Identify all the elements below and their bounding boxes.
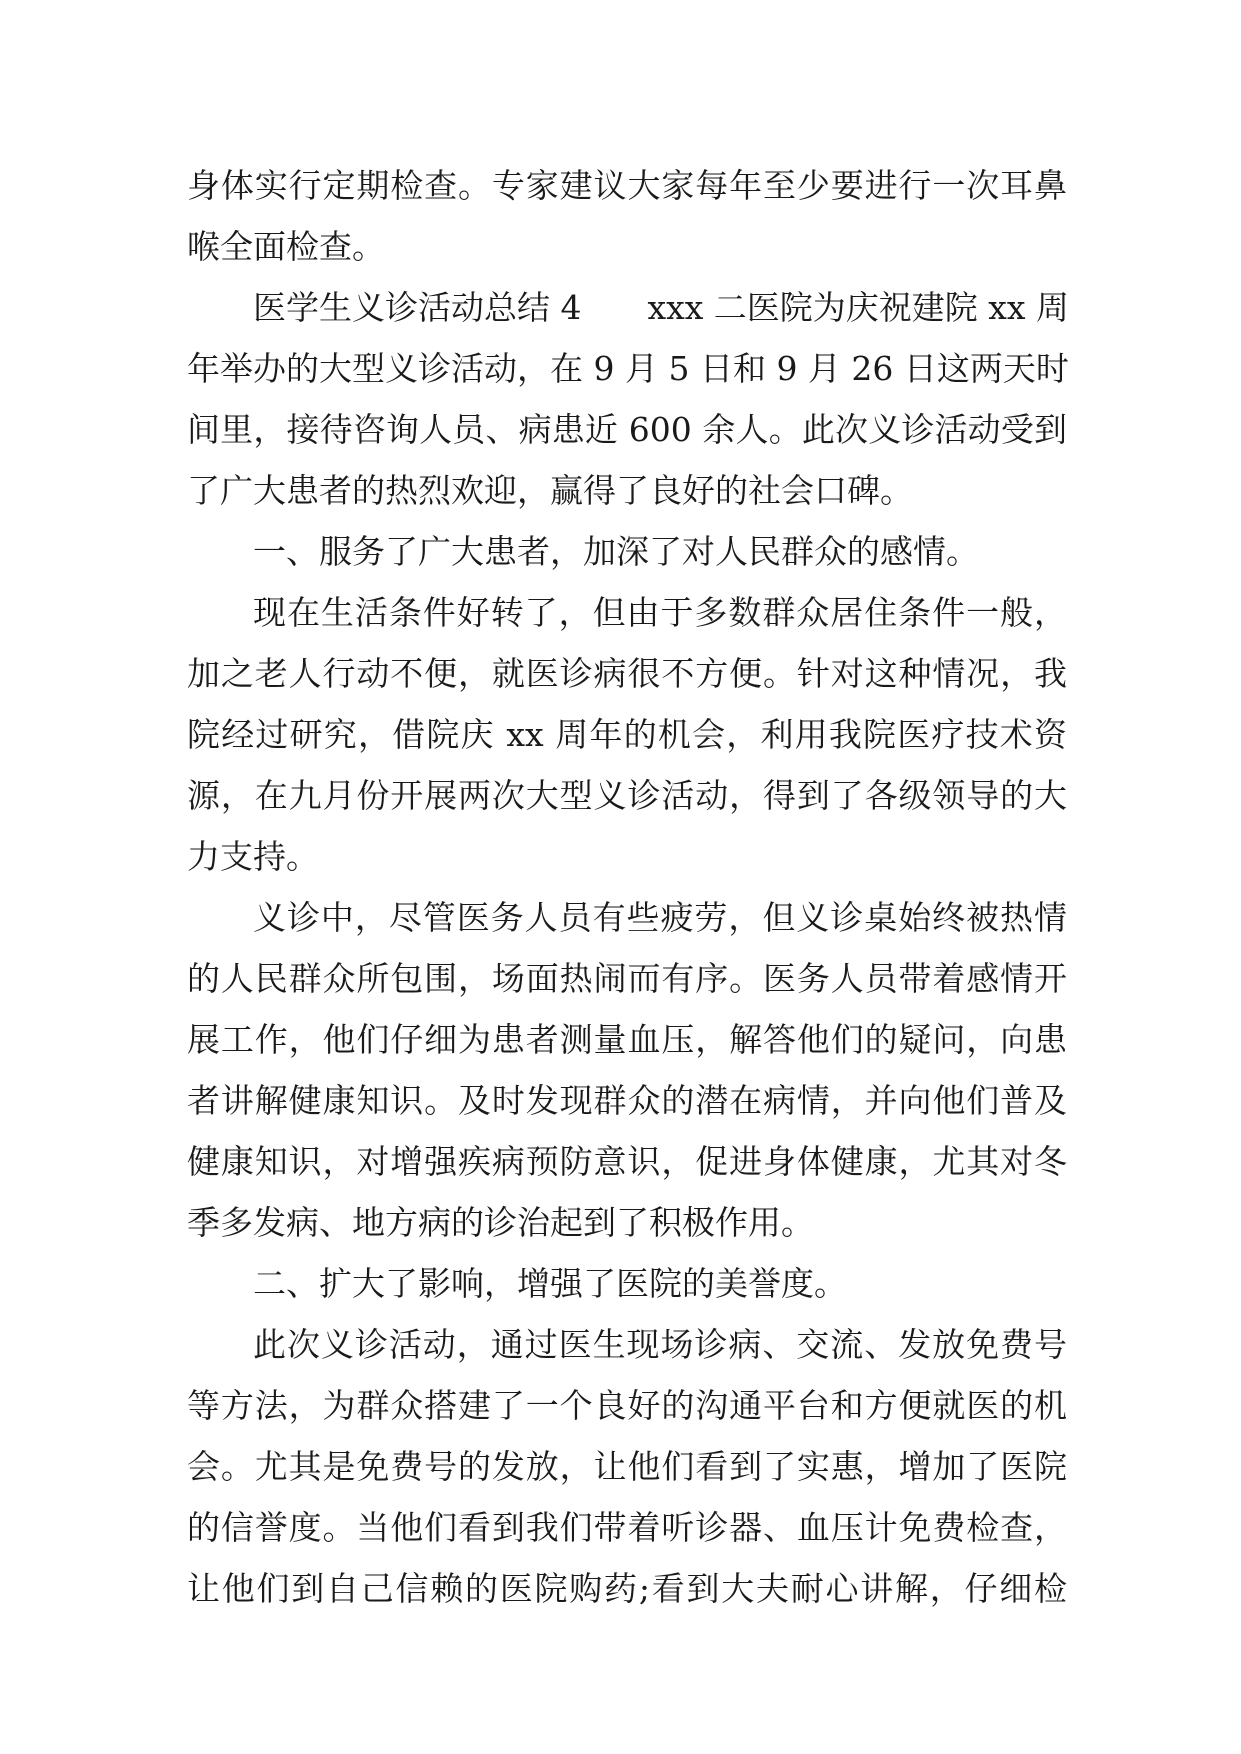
text-line: 此次义诊活动，通过医生现场诊病、交流、发放免费号 — [253, 1325, 1067, 1364]
text-line: 一、服务了广大患者，加深了对人民群众的感情。 — [253, 532, 979, 571]
text-line: 健康知识，对增强疾病预防意识，促进身体健康，尤其对冬 — [187, 1142, 1067, 1181]
text-line: 让他们到自己信赖的医院购药;看到大夫耐心讲解，仔细检 — [187, 1569, 1067, 1608]
text-line: 者讲解健康知识。及时发现群众的潜在病情，并向他们普及 — [187, 1081, 1067, 1120]
text-line: 二、扩大了影响，增强了医院的美誉度。 — [253, 1264, 847, 1303]
text-line: 义诊中，尽管医务人员有些疲劳，但义诊桌始终被热情 — [253, 898, 1067, 937]
text-line: 力支持。 — [187, 837, 319, 876]
text-line: 年举办的大型义诊活动，在 9 月 5 日和 9 月 26 日这两天时 — [187, 349, 1069, 388]
text-line: 季多发病、地方病的诊治起到了积极作用。 — [187, 1203, 814, 1242]
text-line: 了广大患者的热烈欢迎，赢得了良好的社会口碑。 — [187, 471, 913, 510]
text-line: 会。尤其是免费号的发放，让他们看到了实惠，增加了医院 — [187, 1447, 1067, 1486]
text-line: 医学生义诊活动总结 4 xxx 二医院为庆祝建院 xx 周 — [253, 288, 1070, 327]
text-line: 源，在九月份开展两次大型义诊活动，得到了各级领导的大 — [187, 776, 1067, 815]
document-body — [187, 155, 1070, 1619]
text-line: 展工作，他们仔细为患者测量血压，解答他们的疑问，向患 — [187, 1020, 1067, 1059]
text-line: 等方法，为群众搭建了一个良好的沟通平台和方便就医的机 — [187, 1386, 1067, 1425]
text-line: 现在生活条件好转了，但由于多数群众居住条件一般， — [253, 593, 1067, 632]
text-line: 间里，接待咨询人员、病患近 600 余人。此次义诊活动受到 — [187, 410, 1067, 449]
text-line: 的信誉度。当他们看到我们带着听诊器、血压计免费检查， — [187, 1508, 1067, 1547]
text-line: 喉全面检查。 — [187, 227, 385, 266]
text-line: 身体实行定期检查。专家建议大家每年至少要进行一次耳鼻 — [187, 166, 1067, 205]
text-line: 的人民群众所包围，场面热闹而有序。医务人员带着感情开 — [187, 959, 1067, 998]
text-line: 院经过研究，借院庆 xx 周年的机会，利用我院医疗技术资 — [187, 715, 1067, 754]
text-line: 加之老人行动不便，就医诊病很不方便。针对这种情况，我 — [187, 654, 1067, 693]
